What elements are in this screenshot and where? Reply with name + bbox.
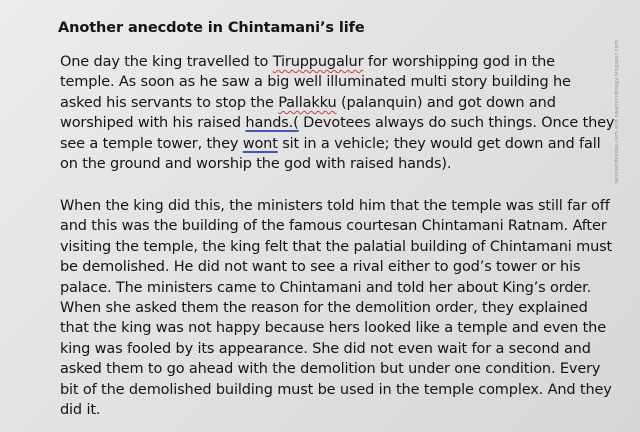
paragraph-2-line: king was fooled by its appearance. She did not even wait for a second and xyxy=(60,340,591,357)
document-heading: Another anecdote in Chintamani’s life xyxy=(58,20,365,36)
text-run: for worshipping god in the xyxy=(363,54,555,70)
paragraph-1-line xyxy=(60,154,620,174)
paragraph-1 xyxy=(60,52,620,174)
paragraph-2-line: that the king was not happy because hers looked like a temple and even the xyxy=(60,320,606,337)
text-run: on the ground and worship the god with raised hands). xyxy=(60,156,452,173)
paragraph-1-line xyxy=(60,113,620,133)
text-run: One day the king travelled to xyxy=(60,54,273,70)
paragraph-2-line: did it. xyxy=(60,402,101,419)
grammar-flagged-word[interactable]: hands.( xyxy=(245,115,299,132)
paragraph-2-line: visiting the temple, the king felt that the palatial building of Chintamani must xyxy=(60,238,613,255)
text-run: Devotees always do such things. Once they xyxy=(298,115,615,132)
paragraph-2-line: and this was the building of the famous courtesan Chintamani Ratnam. After xyxy=(60,218,607,235)
text-run: worshiped with his raised xyxy=(60,115,246,132)
paragraph-2-line: When the king did this, the ministers told him that the temple was still far off xyxy=(60,198,610,214)
grammar-flagged-word[interactable]: wont xyxy=(242,135,278,152)
text-run: asked his servants to stop the xyxy=(60,94,279,111)
paragraph-2 xyxy=(60,196,620,420)
text-run: temple. As soon as he saw a big well illuminated multi story building he xyxy=(60,74,571,91)
paragraph-1-line xyxy=(60,134,620,154)
paragraph-1-line xyxy=(60,52,620,72)
paragraph-2-line: When she asked them the reason for the demolition order, they explained xyxy=(60,300,588,317)
paragraph-2-line: palace. The ministers came to Chintamani and told her about King’s order. xyxy=(60,279,592,296)
paragraph-2-line: bit of the demolished building must be used in the temple complex. And they xyxy=(60,381,612,398)
misspelled-word[interactable]: Pallakku xyxy=(278,94,337,111)
paragraph-1-line xyxy=(60,72,620,92)
text-run: see a temple tower, they xyxy=(60,135,243,152)
paragraph-2-line: be demolished. He did not want to see a rival either to god’s tower or his xyxy=(60,259,581,276)
text-run: (palanquin) and got down and xyxy=(336,94,556,111)
paragraph-2-line: asked them to go ahead with the demolition but under one condition. Every xyxy=(60,361,601,378)
watermark-text: tamilandvedas.com and swamiindology.blogspot.com xyxy=(614,40,620,184)
paragraph-1-line xyxy=(60,93,620,113)
misspelled-word[interactable]: Tiruppugalur xyxy=(272,54,364,70)
text-run: sit in a vehicle; they would get down and fall xyxy=(277,135,601,152)
